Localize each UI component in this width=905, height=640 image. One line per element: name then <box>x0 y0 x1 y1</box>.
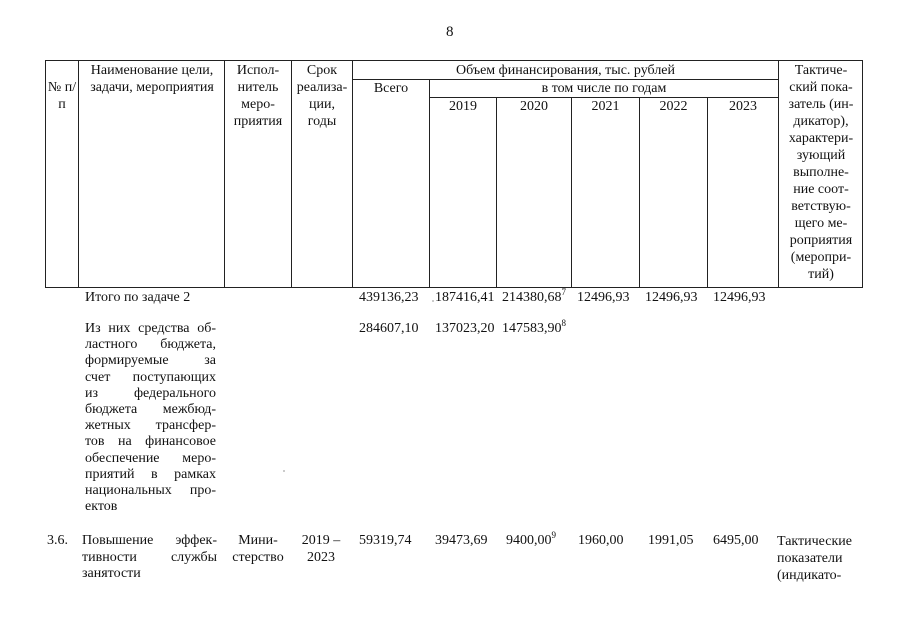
header-year-2023: 2023 <box>729 99 757 114</box>
item-3-6-2019: 39473,69 <box>435 533 488 548</box>
item-3-6-2023: 6495,00 <box>713 533 759 548</box>
name-line: тивности службы <box>82 549 217 565</box>
header-line: затель (ин- <box>788 97 854 112</box>
header-col-term <box>292 62 352 130</box>
label-line: национальных про- <box>85 483 216 499</box>
header-col-name-label: Наименование цели, задачи, мероприятия <box>90 63 214 95</box>
header-line: выполне- <box>793 165 849 180</box>
page-number: 8 <box>446 24 454 40</box>
total-task2-2023: 12496,93 <box>713 290 766 305</box>
header-line: Испол- <box>236 63 280 78</box>
header-line: ции, <box>309 97 335 112</box>
executor-line: Мини- <box>238 533 278 548</box>
header-line: ние соот- <box>793 182 849 197</box>
regional-label <box>85 321 216 515</box>
item-3-6-2020 <box>506 530 556 549</box>
header-line: (меропри- <box>790 250 852 265</box>
label-line: обеспечение меро- <box>85 450 216 466</box>
scan-speck <box>432 300 434 302</box>
header-line: нитель <box>237 80 279 95</box>
header-col-executor <box>225 62 291 130</box>
header-line: Срок <box>306 63 338 78</box>
footnote-mark: 8 <box>561 318 566 328</box>
regional-2020 <box>502 318 566 337</box>
header-col-total: Всего <box>373 81 409 96</box>
total-task2-2021: 12496,93 <box>577 290 630 305</box>
header-line: меро- <box>241 97 275 112</box>
header-col-funding: Объем финансирования, тыс. рублей <box>455 63 676 78</box>
col-divider <box>639 97 640 288</box>
header-col-number-label: № п/п <box>47 80 77 112</box>
indicator-line: показатели <box>777 551 843 566</box>
item-3-6-2022: 1991,05 <box>648 533 694 548</box>
label-line: жетных трансфер- <box>85 418 216 434</box>
name-line: занятости <box>82 566 141 581</box>
col-divider <box>571 97 572 288</box>
executor-line: стерство <box>232 549 284 565</box>
item-3-6-indicator <box>777 533 865 584</box>
header-line: годы <box>307 114 337 129</box>
indicator-line: (индикато- <box>777 568 842 583</box>
header-year-2020: 2020 <box>520 99 548 114</box>
item-3-6-term <box>293 533 349 566</box>
header-year-2021: 2021 <box>591 99 620 114</box>
label-line: приятий в рамках <box>85 466 216 482</box>
value: 9400,00 <box>506 533 552 548</box>
header-year-2022: 2022 <box>659 99 688 114</box>
header-col-by-years: в том числе по годам <box>541 81 667 96</box>
item-3-6-total: 59319,74 <box>359 533 412 548</box>
header-line: дикатор), <box>793 114 849 129</box>
label-line: тов на финансовое <box>85 434 216 450</box>
scan-speck <box>283 470 285 472</box>
name-line: Повышение эффек- <box>82 533 217 548</box>
item-3-6-2021: 1960,00 <box>578 533 624 548</box>
header-line: реализа- <box>296 80 348 95</box>
header-line: приятия <box>233 114 283 129</box>
term-line: 2023 <box>307 549 335 565</box>
term-line: 2019 – <box>301 533 341 548</box>
value: 147583,90 <box>502 321 562 336</box>
header-line: Тактиче- <box>794 63 848 78</box>
regional-2019: 137023,20 <box>435 321 495 336</box>
header-line: характери- <box>788 131 854 146</box>
header-col-indicator <box>779 62 863 283</box>
indicator-line: Тактические <box>777 534 852 549</box>
label-line: счет поступающих <box>85 369 216 385</box>
value: 214380,68 <box>502 290 562 305</box>
header-col-number <box>46 62 78 113</box>
item-3-6-number: 3.6. <box>47 533 68 548</box>
label-line: формируемые за <box>85 353 216 369</box>
label-line: бюджета межбюд- <box>85 402 216 418</box>
total-task2-2022: 12496,93 <box>645 290 698 305</box>
footnote-mark: 9 <box>551 530 556 540</box>
header-line: зующий <box>796 148 846 163</box>
item-3-6-name <box>82 533 217 583</box>
col-divider <box>707 97 708 288</box>
total-task2-2019: 187416,41 <box>435 290 495 305</box>
header-line: ветствую- <box>791 199 851 214</box>
header-line: щего ме- <box>794 216 848 231</box>
total-task2-label: Итого по задаче 2 <box>85 290 191 305</box>
label-line: Из них средства об- <box>85 321 216 336</box>
col-divider <box>78 60 79 288</box>
header-line: ский пока- <box>789 80 853 95</box>
item-3-6-executor <box>228 533 288 566</box>
total-task2-total: 439136,23 <box>359 290 419 305</box>
total-task2-2020 <box>502 287 566 306</box>
label-line: ектов <box>85 499 118 515</box>
label-line: из федерального <box>85 385 216 401</box>
regional-total: 284607,10 <box>359 321 419 336</box>
header-year-2019: 2019 <box>449 99 477 114</box>
header-col-name <box>82 62 222 96</box>
header-line: роприятия <box>789 233 853 248</box>
footnote-mark: 7 <box>561 287 566 297</box>
col-divider <box>496 97 497 288</box>
header-line: тий) <box>808 267 834 282</box>
label-line: ластного бюджета, <box>85 337 216 353</box>
